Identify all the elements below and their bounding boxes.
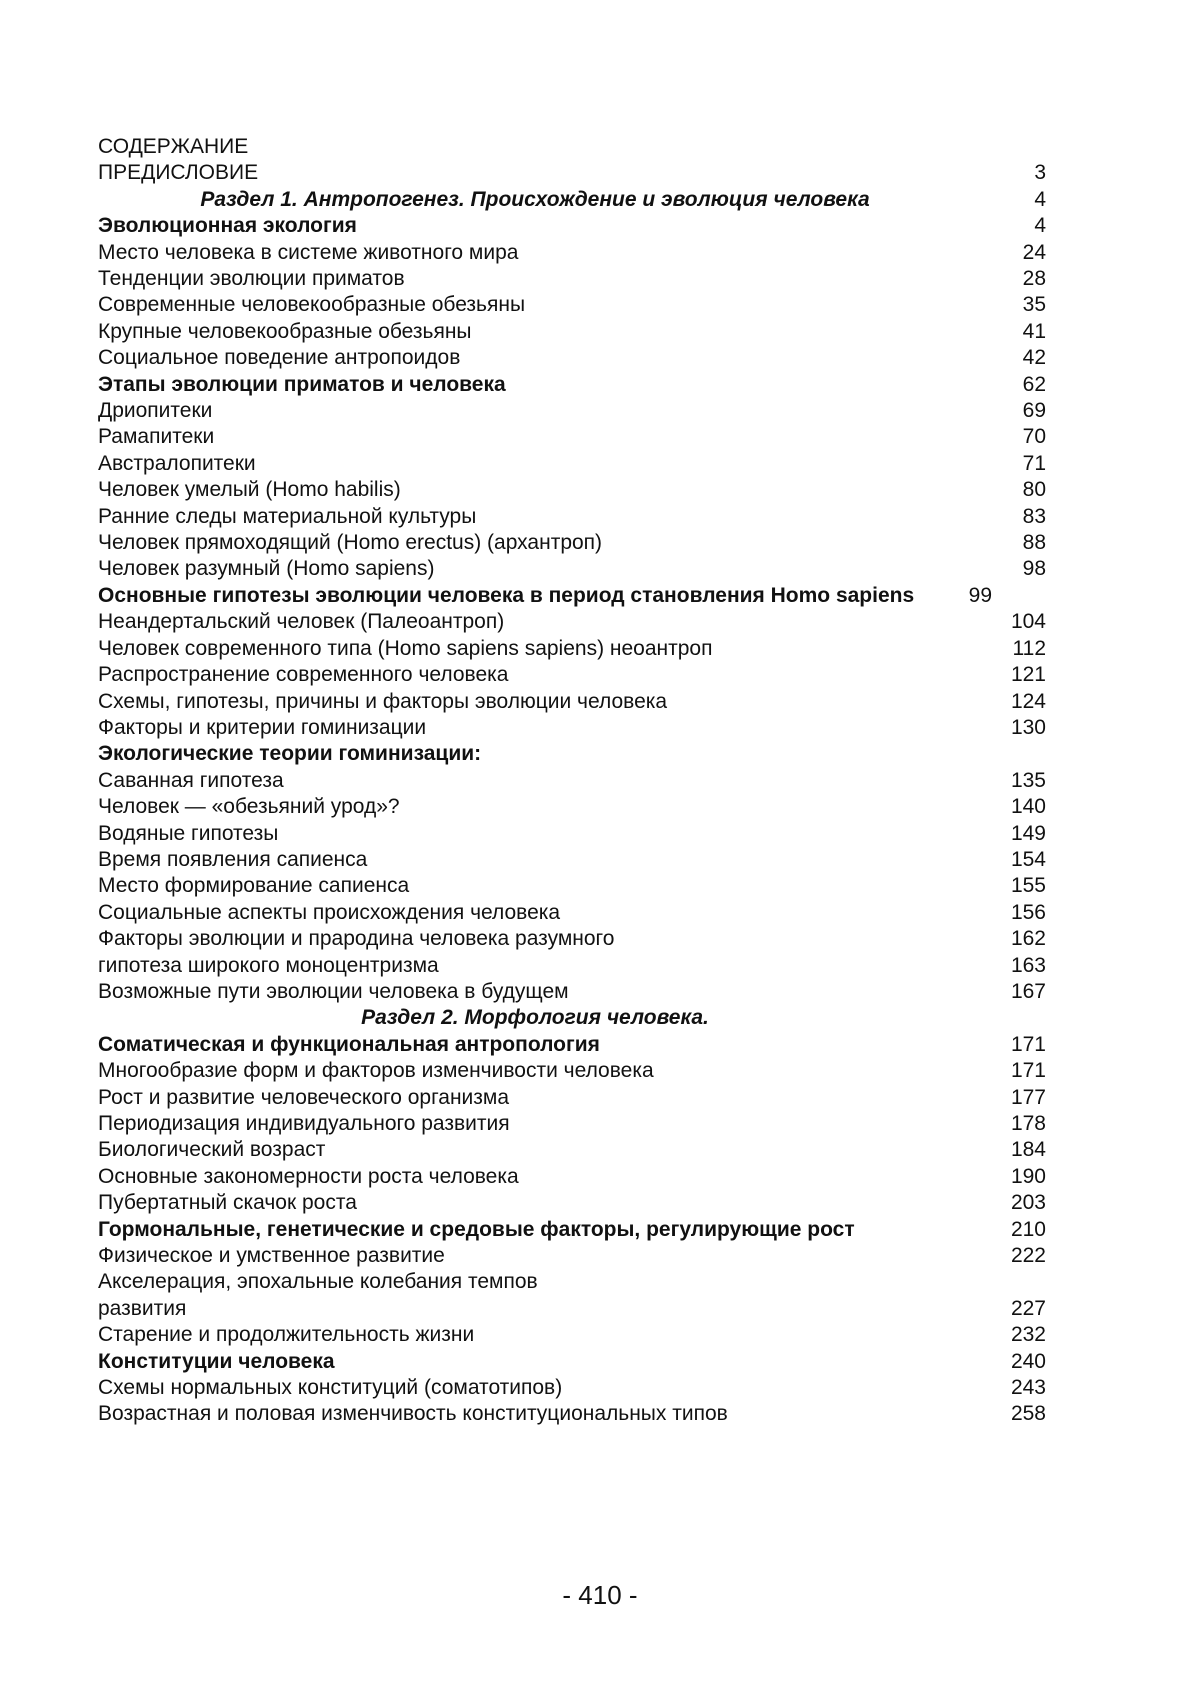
toc-entry-title: Этапы эволюции приматов и человека — [98, 372, 506, 396]
toc-entry — [98, 292, 1046, 318]
toc-entry-title: Водяные гипотезы — [98, 821, 279, 845]
toc-entry — [98, 583, 1046, 609]
toc-entry — [98, 240, 1046, 266]
toc-entry-page: 243 — [1010, 1376, 1046, 1400]
toc-entry-page: 124 — [1010, 689, 1046, 713]
toc-entry-title: Человек — «обезьяний урод»? — [98, 795, 400, 819]
toc-entry-page: 163 — [1010, 953, 1046, 977]
toc-entry-title: Многообразие форм и факторов изменчивости человека — [98, 1059, 654, 1083]
toc-entry — [98, 1269, 1046, 1295]
toc-entry-title: Социальное поведение антропоидов — [98, 346, 461, 370]
toc-entry — [98, 689, 1046, 715]
toc-section-heading — [98, 187, 1046, 213]
toc-entry — [98, 609, 1046, 635]
toc-entry — [98, 926, 1046, 952]
toc-entry-title: Человек прямоходящий (Homo erectus) (архантроп) — [98, 531, 603, 555]
toc-entry-page: 28 — [1022, 267, 1046, 291]
toc-entry-page: 240 — [1010, 1349, 1046, 1373]
toc-entry-title: Соматическая и функциональная антропология — [98, 1032, 600, 1056]
toc-entry-page: 184 — [1010, 1138, 1046, 1162]
toc-entry-title: Эволюционная экология — [98, 214, 357, 238]
toc-entry-title: Основные гипотезы эволюции человека в период становления Homo sapiens — [98, 583, 915, 607]
toc-entry-page: 135 — [1010, 768, 1046, 792]
toc-entry-page: 130 — [1010, 715, 1046, 739]
toc-entry-page: 62 — [1022, 372, 1046, 396]
page-number: - 410 - — [562, 1580, 638, 1610]
table-of-contents — [98, 134, 1046, 1428]
toc-entry-title: Пубертатный скачок роста — [98, 1191, 357, 1215]
toc-entry-page: 4 — [1034, 187, 1046, 211]
toc-entry — [98, 266, 1046, 292]
toc-entry-page: 149 — [1010, 821, 1046, 845]
toc-entry-title: Старение и продолжительность жизни — [98, 1323, 475, 1347]
toc-entry-title: Австралопитеки — [98, 451, 256, 475]
toc-entry-title: Время появления сапиенса — [98, 847, 368, 871]
toc-entry-page: 35 — [1022, 293, 1046, 317]
toc-entry — [98, 319, 1046, 345]
toc-entry-title: Возрастная и половая изменчивость конституциональных типов — [98, 1402, 728, 1426]
toc-entry-page: 156 — [1010, 900, 1046, 924]
toc-entry-page: 227 — [1010, 1296, 1046, 1320]
toc-entry-title: Саванная гипотеза — [98, 768, 284, 792]
toc-entry-title: Факторы эволюции и прародина человека разумного — [98, 927, 615, 951]
toc-entry — [98, 1322, 1046, 1348]
toc-entry — [98, 873, 1046, 899]
toc-entry — [98, 1085, 1046, 1111]
toc-entry-page: 222 — [1010, 1244, 1046, 1268]
toc-entry — [98, 398, 1046, 424]
toc-entry — [98, 424, 1046, 450]
toc-list — [98, 160, 1046, 1428]
toc-entry — [98, 345, 1046, 371]
toc-entry-page: 104 — [1010, 610, 1046, 634]
toc-entry — [98, 741, 1046, 767]
toc-title: СОДЕРЖАНИЕ — [98, 135, 249, 158]
toc-entry-page: 171 — [1010, 1059, 1046, 1083]
toc-entry-page: 98 — [1022, 557, 1046, 581]
toc-entry-page: 210 — [1010, 1217, 1046, 1241]
toc-entry — [98, 556, 1046, 582]
toc-entry-title: Тенденции эволюции приматов — [98, 267, 405, 291]
toc-entry-title: Человек умелый (Homo habilis) — [98, 478, 401, 502]
toc-entry-page: 24 — [1022, 240, 1046, 264]
toc-entry-page: 171 — [1010, 1032, 1046, 1056]
toc-entry-page: 155 — [1010, 874, 1046, 898]
toc-entry — [98, 1111, 1046, 1137]
toc-entry — [98, 794, 1046, 820]
toc-entry-page: 162 — [1010, 927, 1046, 951]
toc-entry-title: Периодизация индивидуального развития — [98, 1112, 510, 1136]
toc-entry — [98, 768, 1046, 794]
toc-entry-title: Социальные аспекты происхождения человека — [98, 900, 561, 924]
toc-entry — [98, 1296, 1046, 1322]
toc-entry — [98, 1137, 1046, 1163]
toc-entry-page: 203 — [1010, 1191, 1046, 1215]
toc-section-heading — [98, 1005, 1046, 1031]
toc-entry-page: 167 — [1010, 979, 1046, 1003]
toc-entry-title: гипотеза широкого моноцентризма — [98, 953, 439, 977]
toc-entry-title: Экологические теории гоминизации: — [98, 742, 482, 766]
toc-entry — [98, 1401, 1046, 1427]
toc-entry-title: Человек разумный (Homo sapiens) — [98, 557, 435, 581]
toc-entry — [98, 530, 1046, 556]
toc-entry-title: Неандертальский человек (Палеоантроп) — [98, 610, 505, 634]
toc-entry-page: 80 — [1022, 478, 1046, 502]
toc-entry — [98, 1032, 1046, 1058]
toc-entry-title: Физическое и умственное развитие — [98, 1244, 445, 1268]
toc-entry-title: развития — [98, 1296, 187, 1320]
toc-entry-page: 112 — [1012, 636, 1046, 660]
toc-entry-page: 140 — [1010, 795, 1046, 819]
toc-entry-title: Рамапитеки — [98, 425, 215, 449]
toc-entry — [98, 1217, 1046, 1243]
toc-entry-page: 41 — [1022, 319, 1046, 343]
toc-entry — [98, 1164, 1046, 1190]
toc-entry-title: Схемы нормальных конституций (соматотипов) — [98, 1376, 563, 1400]
toc-entry — [98, 662, 1046, 688]
toc-entry-page: 71 — [1022, 451, 1046, 475]
toc-entry-page: 83 — [1022, 504, 1046, 528]
toc-entry — [98, 979, 1046, 1005]
toc-entry-title: Дриопитеки — [98, 399, 213, 423]
toc-entry-title: Конституции человека — [98, 1349, 335, 1373]
toc-entry — [98, 1243, 1046, 1269]
toc-entry — [98, 160, 1046, 186]
toc-entry-title: Возможные пути эволюции человека в будущем — [98, 979, 569, 1003]
toc-entry-title: Место человека в системе животного мира — [98, 240, 519, 264]
toc-entry-title: Крупные человекообразные обезьяны — [98, 319, 472, 343]
toc-entry-page: 190 — [1010, 1164, 1046, 1188]
toc-entry — [98, 1190, 1046, 1216]
toc-entry-title: ПРЕДИСЛОВИЕ — [98, 161, 259, 185]
toc-entry-title: Место формирование сапиенса — [98, 874, 410, 898]
toc-entry-page: 258 — [1010, 1402, 1046, 1426]
toc-entry — [98, 1375, 1046, 1401]
toc-entry-title: Раздел 1. Антропогенез. Происхождение и эволюция человека — [200, 187, 870, 211]
toc-entry-title: Рост и развитие человеческого организма — [98, 1085, 510, 1109]
toc-entry — [98, 715, 1046, 741]
toc-entry-page: 99 — [968, 583, 992, 607]
toc-entry — [98, 821, 1046, 847]
toc-entry-title: Гормональные, генетические и средовые факторы, регулирующие рост — [98, 1217, 855, 1241]
toc-entry-title: Современные человекообразные обезьяны — [98, 293, 526, 317]
toc-entry-title: Человек современного типа (Homo sapiens sapiens) неоантроп — [98, 636, 713, 660]
toc-entry-title: Биологический возраст — [98, 1138, 326, 1162]
toc-entry — [98, 1349, 1046, 1375]
toc-entry-page: 232 — [1010, 1323, 1046, 1347]
toc-entry — [98, 213, 1046, 239]
toc-entry-page: 4 — [1034, 214, 1046, 238]
toc-entry — [98, 636, 1046, 662]
toc-entry — [98, 504, 1046, 530]
toc-entry — [98, 372, 1046, 398]
toc-entry-page: 3 — [1034, 161, 1046, 185]
toc-entry — [98, 900, 1046, 926]
toc-entry-page: 178 — [1010, 1112, 1046, 1136]
toc-entry-page: 154 — [1010, 847, 1046, 871]
toc-entry-title: Основные закономерности роста человека — [98, 1164, 519, 1188]
toc-entry-title: Схемы, гипотезы, причины и факторы эволюции человека — [98, 689, 668, 713]
toc-entry-page: 121 — [1010, 663, 1046, 687]
toc-entry — [98, 847, 1046, 873]
toc-entry-page: 177 — [1010, 1085, 1046, 1109]
toc-entry-title: Факторы и критерии гоминизации — [98, 715, 427, 739]
toc-entry-title: Ранние следы материальной культуры — [98, 504, 477, 528]
toc-entry-page: 88 — [1022, 531, 1046, 555]
toc-entry-title: Акселерация, эпохальные колебания темпов — [98, 1270, 538, 1294]
toc-entry — [98, 953, 1046, 979]
toc-entry — [98, 451, 1046, 477]
toc-entry-page: 70 — [1022, 425, 1046, 449]
toc-entry — [98, 1058, 1046, 1084]
toc-entry-title: Раздел 2. Морфология человека. — [361, 1006, 709, 1030]
toc-entry-title: Распространение современного человека — [98, 663, 509, 687]
toc-entry-page: 42 — [1022, 346, 1046, 370]
toc-entry-page: 69 — [1022, 399, 1046, 423]
toc-entry — [98, 477, 1046, 503]
